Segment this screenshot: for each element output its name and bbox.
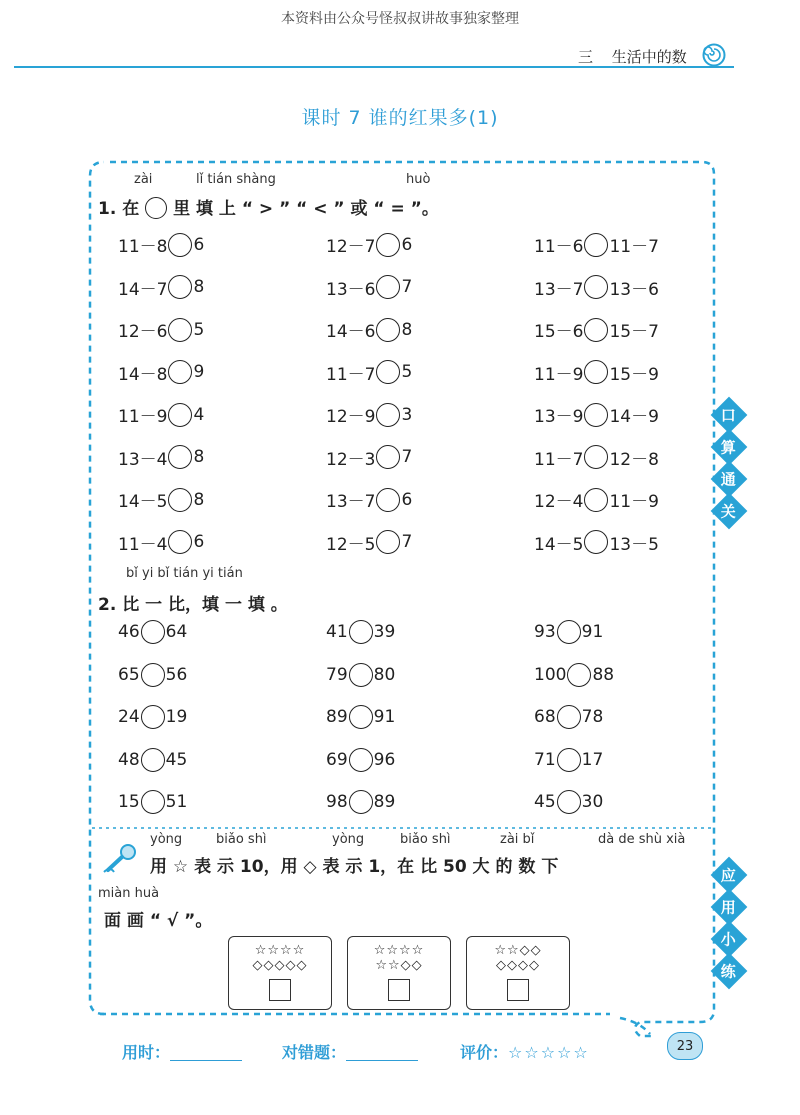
q1-right: 3 (401, 404, 413, 425)
answer-circle[interactable] (168, 530, 192, 554)
q2-item (534, 705, 603, 729)
rating-field (460, 1040, 590, 1063)
answer-circle-icon (145, 197, 167, 219)
q2-item (534, 748, 603, 772)
q1-left: 11－7 (534, 449, 584, 470)
source-note: 本资料由公众号怪叔叔讲故事独家整理 (281, 11, 519, 27)
q2-left: 93 (534, 622, 556, 642)
q2-item (118, 705, 187, 729)
errors-input[interactable] (346, 1060, 418, 1061)
answer-circle[interactable] (141, 705, 165, 729)
q1-left: 15－6 (534, 322, 584, 342)
q2-item (534, 790, 603, 814)
q2-left: 100 (534, 664, 567, 685)
q1-item (534, 317, 659, 342)
q2-item (326, 748, 395, 772)
q2-left: 98 (326, 792, 348, 812)
q2-item (118, 790, 187, 814)
q1-left: 11－9 (534, 364, 584, 385)
answer-circle[interactable] (141, 790, 165, 814)
answer-circle[interactable] (168, 360, 192, 384)
q1-right: 7 (401, 277, 413, 297)
q1-left: 11－4 (118, 534, 168, 555)
q1-right: 6 (401, 489, 413, 510)
errors-label: 对错题： (282, 1043, 347, 1062)
side-tab-label: 小 (721, 930, 737, 949)
answer-circle[interactable] (584, 488, 608, 512)
q2-item (118, 748, 187, 772)
answer-circle[interactable] (584, 360, 608, 384)
q2-right: 51 (165, 792, 188, 812)
q1-right: 11－9 (609, 492, 659, 512)
q1-left: 14－7 (118, 279, 168, 300)
answer-circle[interactable] (584, 275, 608, 299)
q1-text-part2: 里 填 上 “ > ” “ < ” 或 “ = ”。 (173, 199, 439, 219)
answer-circle[interactable] (376, 445, 400, 469)
check-box[interactable] (388, 979, 410, 1001)
q1-pinyin-zai: zài (134, 172, 153, 187)
q2-item (326, 790, 395, 814)
q2-item (118, 620, 187, 644)
q2-left: 41 (326, 622, 348, 642)
bead-card (466, 936, 570, 1010)
q1-left: 14－6 (326, 322, 376, 342)
q1-item (534, 530, 659, 555)
time-input[interactable] (170, 1060, 242, 1061)
card-stars: ☆☆☆☆ (254, 943, 306, 958)
q2-left: 48 (118, 749, 140, 770)
q2-left: 69 (326, 749, 348, 770)
q1-text-part1: 在 (122, 199, 140, 219)
app-pinyin-yong-1: yòng (150, 832, 183, 847)
q1-right: 13－6 (609, 279, 659, 300)
q2-right: 89 (373, 792, 396, 812)
q2-right: 64 (165, 622, 188, 642)
q1-item (118, 360, 204, 385)
q2-left: 46 (118, 622, 140, 642)
q2-instruction: 2. 比 一 比，填 一 填 。 (98, 595, 288, 615)
q1-left: 13－9 (534, 407, 584, 427)
answer-circle[interactable] (349, 663, 373, 687)
q2-item (326, 663, 395, 687)
rating-label: 评价： (460, 1043, 509, 1062)
app-pinyin-line2: miàn huà (98, 886, 160, 901)
answer-circle[interactable] (376, 318, 400, 342)
lesson-title: 课时 7 谁的红果多(1) (301, 107, 499, 129)
q2-left: 71 (534, 749, 556, 770)
chapter-title: 生活中的数 (611, 48, 687, 66)
bead-card (228, 936, 332, 1010)
q1-right: 6 (193, 532, 205, 552)
q1-item (326, 275, 412, 300)
q2-right: 45 (165, 749, 188, 770)
q1-left: 14－5 (534, 534, 584, 555)
side-tab-label: 练 (721, 962, 737, 981)
q1-right: 7 (401, 532, 413, 552)
answer-circle[interactable] (376, 403, 400, 427)
q1-right: 5 (401, 362, 413, 382)
q2-right: 91 (373, 707, 396, 727)
q2-left: 79 (326, 664, 348, 685)
q1-right: 9 (193, 362, 205, 382)
q1-instruction (98, 194, 439, 219)
q1-item (118, 275, 204, 300)
q2-item (534, 663, 614, 687)
side-tab-label: 关 (721, 502, 737, 521)
q1-left: 12－6 (118, 322, 168, 342)
side-tab-label: 通 (721, 470, 737, 489)
q1-left: 12－5 (326, 534, 376, 555)
answer-circle[interactable] (376, 488, 400, 512)
q1-left: 13－6 (326, 279, 376, 300)
q1-item (326, 445, 412, 470)
card-stars: ☆☆◇◇ (494, 943, 542, 958)
q2-right: 39 (373, 622, 396, 642)
q1-item (534, 232, 659, 257)
q1-right: 8 (401, 319, 413, 340)
answer-circle[interactable] (168, 488, 192, 512)
q1-item (326, 530, 412, 555)
answer-circle[interactable] (584, 445, 608, 469)
q1-left: 11－8 (118, 237, 168, 257)
answer-circle[interactable] (141, 748, 165, 772)
q1-item (118, 445, 204, 470)
magnifier-icon (100, 842, 140, 876)
q2-right: 91 (581, 622, 604, 642)
app-pinyin-da-de-shu-xia: dà de shù xià (598, 832, 686, 847)
q1-left: 12－9 (326, 407, 376, 427)
q2-right: 78 (581, 707, 604, 727)
answer-circle[interactable] (168, 445, 192, 469)
answer-circle[interactable] (349, 748, 373, 772)
q2-right: 19 (165, 707, 188, 727)
card-diamonds: ◇◇◇◇◇ (252, 958, 308, 973)
q1-right: 15－7 (609, 322, 659, 342)
errors-field (282, 1040, 418, 1063)
time-label: 用时： (122, 1043, 171, 1062)
q2-right: 88 (592, 664, 615, 685)
q1-left: 12－7 (326, 237, 376, 257)
q1-item (118, 317, 204, 342)
answer-circle[interactable] (168, 233, 192, 257)
q1-left: 12－4 (534, 492, 584, 512)
bead-card (347, 936, 451, 1010)
answer-circle[interactable] (567, 663, 591, 687)
app-pinyin-biao-shi-2: biǎo shì (400, 832, 451, 847)
answer-circle[interactable] (168, 275, 192, 299)
q1-item (326, 360, 412, 385)
q1-item (326, 487, 412, 512)
q2-left: 24 (118, 707, 140, 727)
q1-pinyin-li-tian-shang: lǐ tián shàng (196, 172, 276, 187)
side-tab-label: 口 (721, 406, 737, 425)
q2-pinyin: bǐ yi bǐ tián yi tián (126, 566, 243, 581)
chapter-number: 三 (578, 48, 594, 66)
q1-number: 1. (98, 199, 117, 219)
q1-item (326, 317, 412, 342)
side-tab-label: 用 (721, 898, 737, 917)
answer-circle[interactable] (584, 318, 608, 342)
side-tab-label: 应 (721, 866, 737, 885)
q1-left: 13－4 (118, 449, 168, 470)
answer-circle[interactable] (168, 403, 192, 427)
answer-circle[interactable] (376, 360, 400, 384)
q1-left: 11－9 (118, 407, 168, 427)
answer-circle[interactable] (349, 620, 373, 644)
answer-circle[interactable] (584, 403, 608, 427)
answer-circle[interactable] (141, 620, 165, 644)
q1-left: 11－6 (534, 237, 584, 257)
q1-pinyin-huo: huò (406, 172, 431, 187)
check-box[interactable] (269, 979, 291, 1001)
q1-right: 8 (193, 277, 205, 297)
q1-item (118, 232, 204, 257)
q1-left: 14－8 (118, 364, 168, 385)
q1-item (534, 360, 659, 385)
q1-item (118, 530, 204, 555)
q1-item (534, 487, 659, 512)
page-number: 23 (667, 1032, 703, 1060)
q1-left: 13－7 (326, 492, 376, 512)
q1-item (534, 445, 659, 470)
q1-item (326, 402, 412, 427)
q1-right: 14－9 (609, 407, 659, 427)
answer-circle[interactable] (584, 233, 608, 257)
answer-circle[interactable] (557, 790, 581, 814)
q1-left: 11－7 (326, 364, 376, 385)
q1-right: 6 (193, 234, 205, 255)
time-field (122, 1040, 242, 1063)
q2-left: 15 (118, 792, 140, 812)
answer-circle[interactable] (168, 318, 192, 342)
answer-circle[interactable] (557, 705, 581, 729)
answer-circle[interactable] (584, 530, 608, 554)
q1-right: 6 (401, 234, 413, 255)
q2-item (534, 620, 603, 644)
q2-item (326, 705, 395, 729)
q2-right: 30 (581, 792, 604, 812)
q1-left: 14－5 (118, 492, 168, 512)
app-pinyin-zai-bi: zài bǐ (500, 832, 535, 847)
answer-circle[interactable] (557, 620, 581, 644)
q1-right: 8 (193, 489, 205, 510)
q2-item (118, 663, 187, 687)
q1-right: 8 (193, 447, 205, 467)
q2-right: 17 (581, 749, 604, 770)
answer-circle[interactable] (557, 748, 581, 772)
app-pinyin-yong-2: yòng (332, 832, 365, 847)
q2-right: 96 (373, 749, 396, 770)
answer-circle[interactable] (349, 705, 373, 729)
q1-right: 7 (401, 447, 413, 467)
q1-item (326, 232, 412, 257)
answer-circle[interactable] (376, 233, 400, 257)
q2-left: 89 (326, 707, 348, 727)
q1-right: 5 (193, 319, 205, 340)
app-pinyin-biao-shi-1: biǎo shì (216, 832, 267, 847)
side-tab-label: 算 (721, 438, 737, 457)
q2-left: 68 (534, 707, 556, 727)
rating-stars[interactable]: ☆☆☆☆☆ (508, 1043, 590, 1062)
q1-item (534, 275, 659, 300)
card-diamonds: ◇◇◇◇ (496, 958, 540, 973)
check-box[interactable] (507, 979, 529, 1001)
q2-left: 65 (118, 664, 140, 685)
app-line2: 面 画 “ √ ”。 (104, 911, 213, 931)
q1-item (118, 402, 204, 427)
q1-left: 12－3 (326, 449, 376, 470)
q1-left: 13－7 (534, 279, 584, 300)
q1-right: 13－5 (609, 534, 659, 555)
app-line1: 用 ☆ 表 示 10，用 ◇ 表 示 1，在 比 50 大 的 数 下 (150, 857, 559, 877)
q1-item (534, 402, 659, 427)
q1-right: 12－8 (609, 449, 659, 470)
answer-circle[interactable] (376, 530, 400, 554)
q2-left: 45 (534, 792, 556, 812)
q1-right: 11－7 (609, 237, 659, 257)
q1-right: 4 (193, 404, 205, 425)
q1-item (118, 487, 204, 512)
answer-circle[interactable] (376, 275, 400, 299)
q2-right: 80 (373, 664, 396, 685)
card-diamonds: ☆☆◇◇ (375, 958, 423, 973)
q2-right: 56 (165, 664, 188, 685)
q1-right: 15－9 (609, 364, 659, 385)
answer-circle[interactable] (141, 663, 165, 687)
q2-item (326, 620, 395, 644)
answer-circle[interactable] (349, 790, 373, 814)
card-stars: ☆☆☆☆ (373, 943, 425, 958)
